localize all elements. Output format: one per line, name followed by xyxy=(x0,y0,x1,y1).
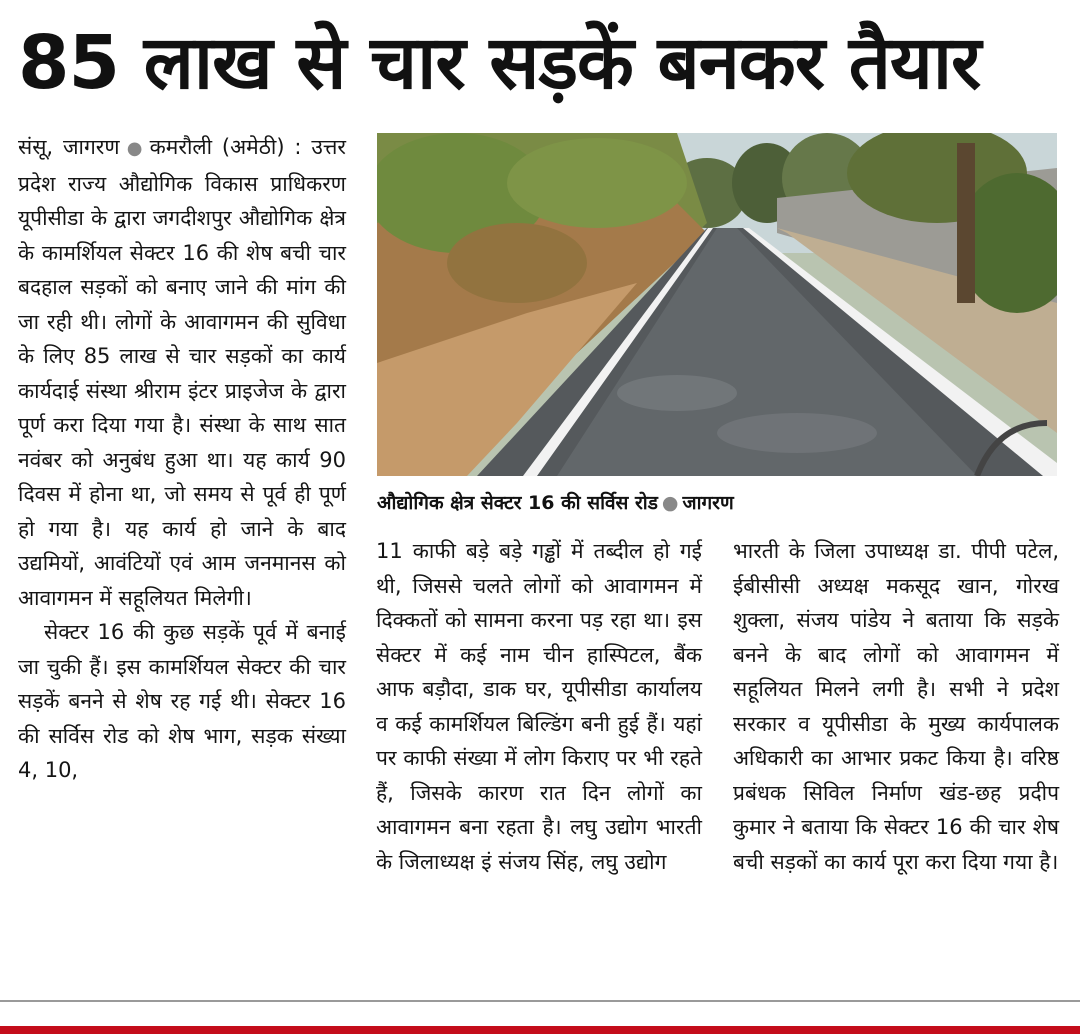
article-column-2 xyxy=(376,534,702,879)
column-2-text: 11 काफी बड़े बड़े गड्ढों में तब्दील हो गई थी, जिससे चलते लोगों को आवागमन में दिक्कतों को सामना करना पड़ रहा था। इस सेक्टर में कई नाम चीन हास्पिटल, बैंक आफ बड़ौदा, डाक घर, यूपीसीडा कार्यालय व कई कामर्शियल बिल्डिंग बनी हुई हैं। यहां पर काफी संख्या में लोग किराए पर भी रहते हैं, जिसके कारण रात दिन लोगों का आवागमन बना रहता है। लघु उद्योग भारती के जिलाध्यक्ष इं संजय सिंह, लघु उद्योग xyxy=(376,539,702,874)
article-column-1 xyxy=(18,130,346,788)
paragraph-1 xyxy=(18,130,346,615)
headline: 85 लाख से चार सड़कें बनकर तैयार xyxy=(18,20,981,106)
byline-source: संसू, जागरण xyxy=(18,135,120,159)
paragraph-1-text: उत्तर प्रदेश राज्य औद्योगिक विकास प्राधिकरण यूपीसीडा के द्वारा जगदीशपुर औद्योगिक क्षेत्र के कामर्शियल सेक्टर 16 की शेष बची चार बदहाल सड़कों को बनाए जाने की मांग की जा रही थी। लोगों के आवागमन की सुविधा के लिए 85 लाख से चार सड़कों का कार्य कार्यदाई संस्था श्रीराम इंटर प्राइजेज के द्वारा पूर्ण करा दिया गया है। संस्था के साथ सात नवंबर को अनुबंध हुआ था। यह कार्य 90 दिवस में होना था, जो समय से पूर्व ही पूर्ण हो गया है। यह कार्य हो जाने के बाद उद्यमियों, आवंटियों एवं आम जनमानस को आवागमन में सहूलियत मिलेगी। xyxy=(18,135,346,610)
article-column-3 xyxy=(733,534,1059,879)
photo-caption xyxy=(377,486,1057,520)
divider-rule xyxy=(0,1000,1080,1002)
caption-text: औद्योगिक क्षेत्र सेक्टर 16 की सर्विस रोड xyxy=(377,492,658,514)
dateline: कमरौली (अमेठी) : xyxy=(149,135,302,159)
news-photo-road xyxy=(377,133,1057,476)
paragraph-2: सेक्टर 16 की कुछ सड़कें पूर्व में बनाई जा चुकी हैं। इस कामर्शियल सेक्टर की चार सड़कें बनने से शेष रह गई थी। सेक्टर 16 की सर्विस रोड को शेष भाग, सड़क संख्या 4, 10, xyxy=(18,620,346,782)
bottom-red-rule xyxy=(0,1026,1080,1034)
column-3-text: भारती के जिला उपाध्यक्ष डा. पीपी पटेल, ईबीसीसी अध्यक्ष मकसूद खान, गोरख शुक्ला, संजय पांडेय ने बताया कि सड़के बनने के बाद लोगों को आवागमन में सहूलियत मिलने लगी है। सभी ने प्रदेश सरकार व यूपीसीडा के मुख्य कार्यपालक अधिकारी का आभार प्रकट किया है। वरिष्ठ प्रबंधक सिविल निर्माण खंड-छह प्रदीप कुमार ने बताया कि सेक्टर 16 की चार शेष बची सड़कों का कार्य पूरा करा दिया गया है। xyxy=(733,539,1059,874)
photo-credit: जागरण xyxy=(682,492,734,514)
bullet-dot: ● xyxy=(661,492,679,514)
bullet-dot: ● xyxy=(123,138,146,159)
